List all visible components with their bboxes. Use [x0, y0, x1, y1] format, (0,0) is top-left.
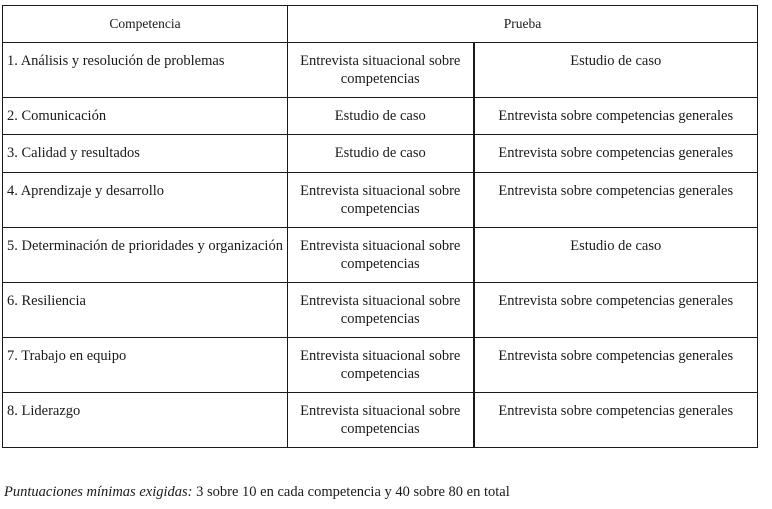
- table-header-row: [3, 6, 758, 43]
- competencia-cell: 4. Aprendizaje y desarrollo: [3, 173, 288, 228]
- prueba-1-cell: Entrevista situacional sobre competencias: [288, 173, 474, 228]
- table-row: [3, 98, 758, 135]
- header-prueba: Prueba: [288, 6, 758, 43]
- competencias-table: [2, 5, 758, 448]
- competencia-cell: 5. Determinación de prioridades y organización: [3, 228, 288, 283]
- prueba-1-cell: Entrevista situacional sobre competencias: [288, 43, 474, 98]
- prueba-2-cell: Estudio de caso: [474, 43, 758, 98]
- prueba-1-cell: Entrevista situacional sobre competencias: [288, 283, 474, 338]
- table-row: [3, 338, 758, 393]
- prueba-2-cell: Entrevista sobre competencias generales: [474, 393, 758, 448]
- prueba-1-cell: Entrevista situacional sobre competencias: [288, 393, 474, 448]
- prueba-1-cell: Entrevista situacional sobre competencias: [288, 228, 474, 283]
- competencia-cell: 1. Análisis y resolución de problemas: [3, 43, 288, 98]
- prueba-2-cell: Entrevista sobre competencias generales: [474, 283, 758, 338]
- prueba-2-cell: Entrevista sobre competencias generales: [474, 98, 758, 135]
- table-row: [3, 173, 758, 228]
- table-row: [3, 43, 758, 98]
- table-row: [3, 283, 758, 338]
- prueba-1-cell: Estudio de caso: [288, 135, 474, 173]
- table-row: [3, 135, 758, 173]
- table-row: [3, 393, 758, 448]
- prueba-2-cell: Entrevista sobre competencias generales: [474, 135, 758, 173]
- minimum-scores-note: [4, 484, 510, 501]
- prueba-2-cell: Entrevista sobre competencias generales: [474, 173, 758, 228]
- table-row: [3, 228, 758, 283]
- minimum-scores-label: Puntuaciones mínimas exigidas:: [4, 484, 193, 500]
- competencia-cell: 8. Liderazgo: [3, 393, 288, 448]
- prueba-1-cell: Estudio de caso: [288, 98, 474, 135]
- competencia-cell: 3. Calidad y resultados: [3, 135, 288, 173]
- prueba-2-cell: Estudio de caso: [474, 228, 758, 283]
- competencia-cell: 2. Comunicación: [3, 98, 288, 135]
- competencia-cell: 6. Resiliencia: [3, 283, 288, 338]
- prueba-2-cell: Entrevista sobre competencias generales: [474, 338, 758, 393]
- prueba-1-cell: Entrevista situacional sobre competencias: [288, 338, 474, 393]
- header-competencia: Competencia: [3, 6, 288, 43]
- competencia-cell: 7. Trabajo en equipo: [3, 338, 288, 393]
- minimum-scores-text: 3 sobre 10 en cada competencia y 40 sobre 80 en total: [192, 484, 510, 500]
